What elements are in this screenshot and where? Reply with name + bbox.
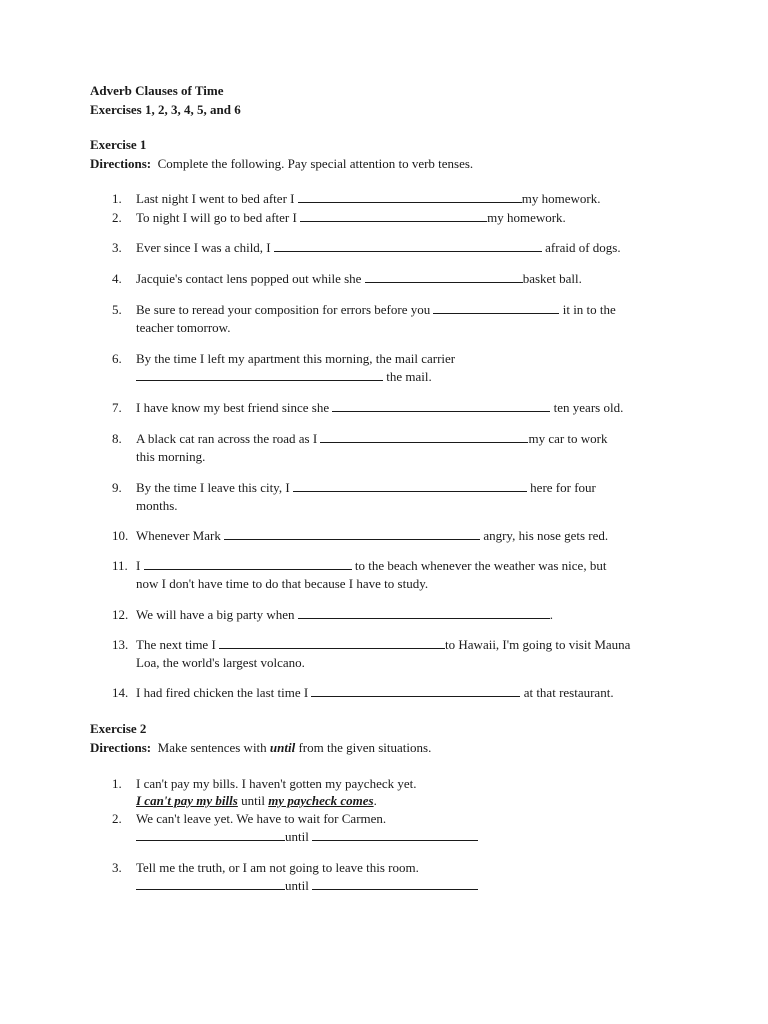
item-text: The next time I [136,637,216,652]
directions-label: Directions: [90,156,152,171]
answer-blank[interactable] [293,480,527,492]
item-text-end: to the beach whenever the weather was nice, but [351,558,607,573]
item-text-end: here for four [526,480,596,495]
item-number: 8. [112,431,122,446]
item-text-end: ten years old. [550,400,624,415]
item-number: 2. [112,811,122,826]
example-connector: until [241,793,265,808]
answer-blank[interactable] [311,685,520,697]
item-text-continued: months. [136,498,178,513]
item-text-end: . [549,607,554,622]
directions-text: Make sentences with [157,740,270,755]
item-text-end: my homework. [521,191,601,206]
item-number: 3. [112,860,122,875]
answer-blank[interactable] [136,829,285,841]
directions-text: Complete the following. Pay special attention to verb tenses. [157,156,474,171]
item-connector: until [285,878,309,893]
exercise-2-directions [90,740,431,756]
item-text: I have know my best friend since she [136,400,330,415]
item-text-end: angry, his nose gets red. [480,528,609,543]
item-text: I can't pay my bills. I haven't gotten my paycheck yet. [136,776,417,791]
item-text: Be sure to reread your composition for errors before you [136,302,431,317]
answer-blank[interactable] [312,878,478,890]
exercise-1-heading: Exercise 1 [90,137,147,152]
answer-blank[interactable] [365,271,523,283]
directions-text-end: from the given situations. [295,740,432,755]
item-text: Tell me the truth, or I am not going to leave this room. [136,860,419,875]
item-text: Jacquie's contact lens popped out while she [136,271,362,286]
item-text-end: the mail. [383,369,432,384]
item-number: 3. [112,240,122,255]
item-text-end: at that restaurant. [520,685,614,700]
item-number: 7. [112,400,122,415]
item-text: We can't leave yet. We have to wait for Carmen. [136,811,387,826]
item-text: A black cat ran across the road as I [136,431,318,446]
directions-keyword: until [269,740,296,755]
item-text: Ever since I was a child, I [136,240,271,255]
answer-blank[interactable] [300,210,487,222]
item-text: By the time I leave this city, I [136,480,290,495]
example-clause-b: my paycheck comes [268,793,374,808]
item-number: 5. [112,302,122,317]
item-number: 11. [112,558,128,573]
answer-blank[interactable] [144,558,352,570]
exercise-1-directions [90,156,473,172]
answer-blank[interactable] [320,431,528,443]
item-number: 2. [112,210,122,225]
item-number: 4. [112,271,122,286]
item-text: To night I will go to bed after I [136,210,297,225]
directions-label: Directions: [90,740,152,755]
item-text: I had fired chicken the last time I [136,685,309,700]
answer-blank[interactable] [219,637,445,649]
item-number: 14. [112,685,129,700]
item-text-continued: teacher tomorrow. [136,320,231,335]
example-end: . [373,793,377,808]
item-number: 1. [112,776,122,791]
example-clause-a: I can't pay my bills [136,793,238,808]
answer-blank[interactable] [274,240,542,252]
item-text-end: my homework. [487,210,566,225]
item-number: 12. [112,607,129,622]
answer-blank[interactable] [332,400,550,412]
item-number: 6. [112,351,122,366]
item-number: 13. [112,637,129,652]
item-text-continued: now I don't have time to do that because I have to study. [136,576,429,591]
item-text: By the time I left my apartment this morning, the mail carrier [136,351,456,366]
item-text-end: basket ball. [522,271,582,286]
item-text-end: it in to the [559,302,616,317]
answer-blank[interactable] [312,829,478,841]
exercise-2-heading: Exercise 2 [90,721,147,736]
item-text-continued: Loa, the world's largest volcano. [136,655,305,670]
item-text-continued: this morning. [136,449,206,464]
worksheet-title: Adverb Clauses of Time [90,83,224,98]
item-text: We will have a big party when [136,607,295,622]
item-text: Whenever Mark [136,528,221,543]
answer-blank[interactable] [136,369,383,381]
item-number: 1. [112,191,122,206]
item-text-end: afraid of dogs. [541,240,621,255]
item-number: 10. [112,528,129,543]
item-text: Last night I went to bed after I [136,191,295,206]
item-number: 9. [112,480,122,495]
answer-blank[interactable] [298,191,522,203]
item-text: I [136,558,141,573]
item-connector: until [285,829,309,844]
answer-blank[interactable] [298,607,550,619]
item-text-end: my car to work [528,431,608,446]
item-text-end: to Hawaii, I'm going to visit Mauna [445,637,631,652]
example-answer [136,793,377,809]
answer-blank[interactable] [433,302,559,314]
answer-blank[interactable] [136,878,285,890]
worksheet-subtitle: Exercises 1, 2, 3, 4, 5, and 6 [90,102,241,117]
answer-blank[interactable] [224,528,480,540]
